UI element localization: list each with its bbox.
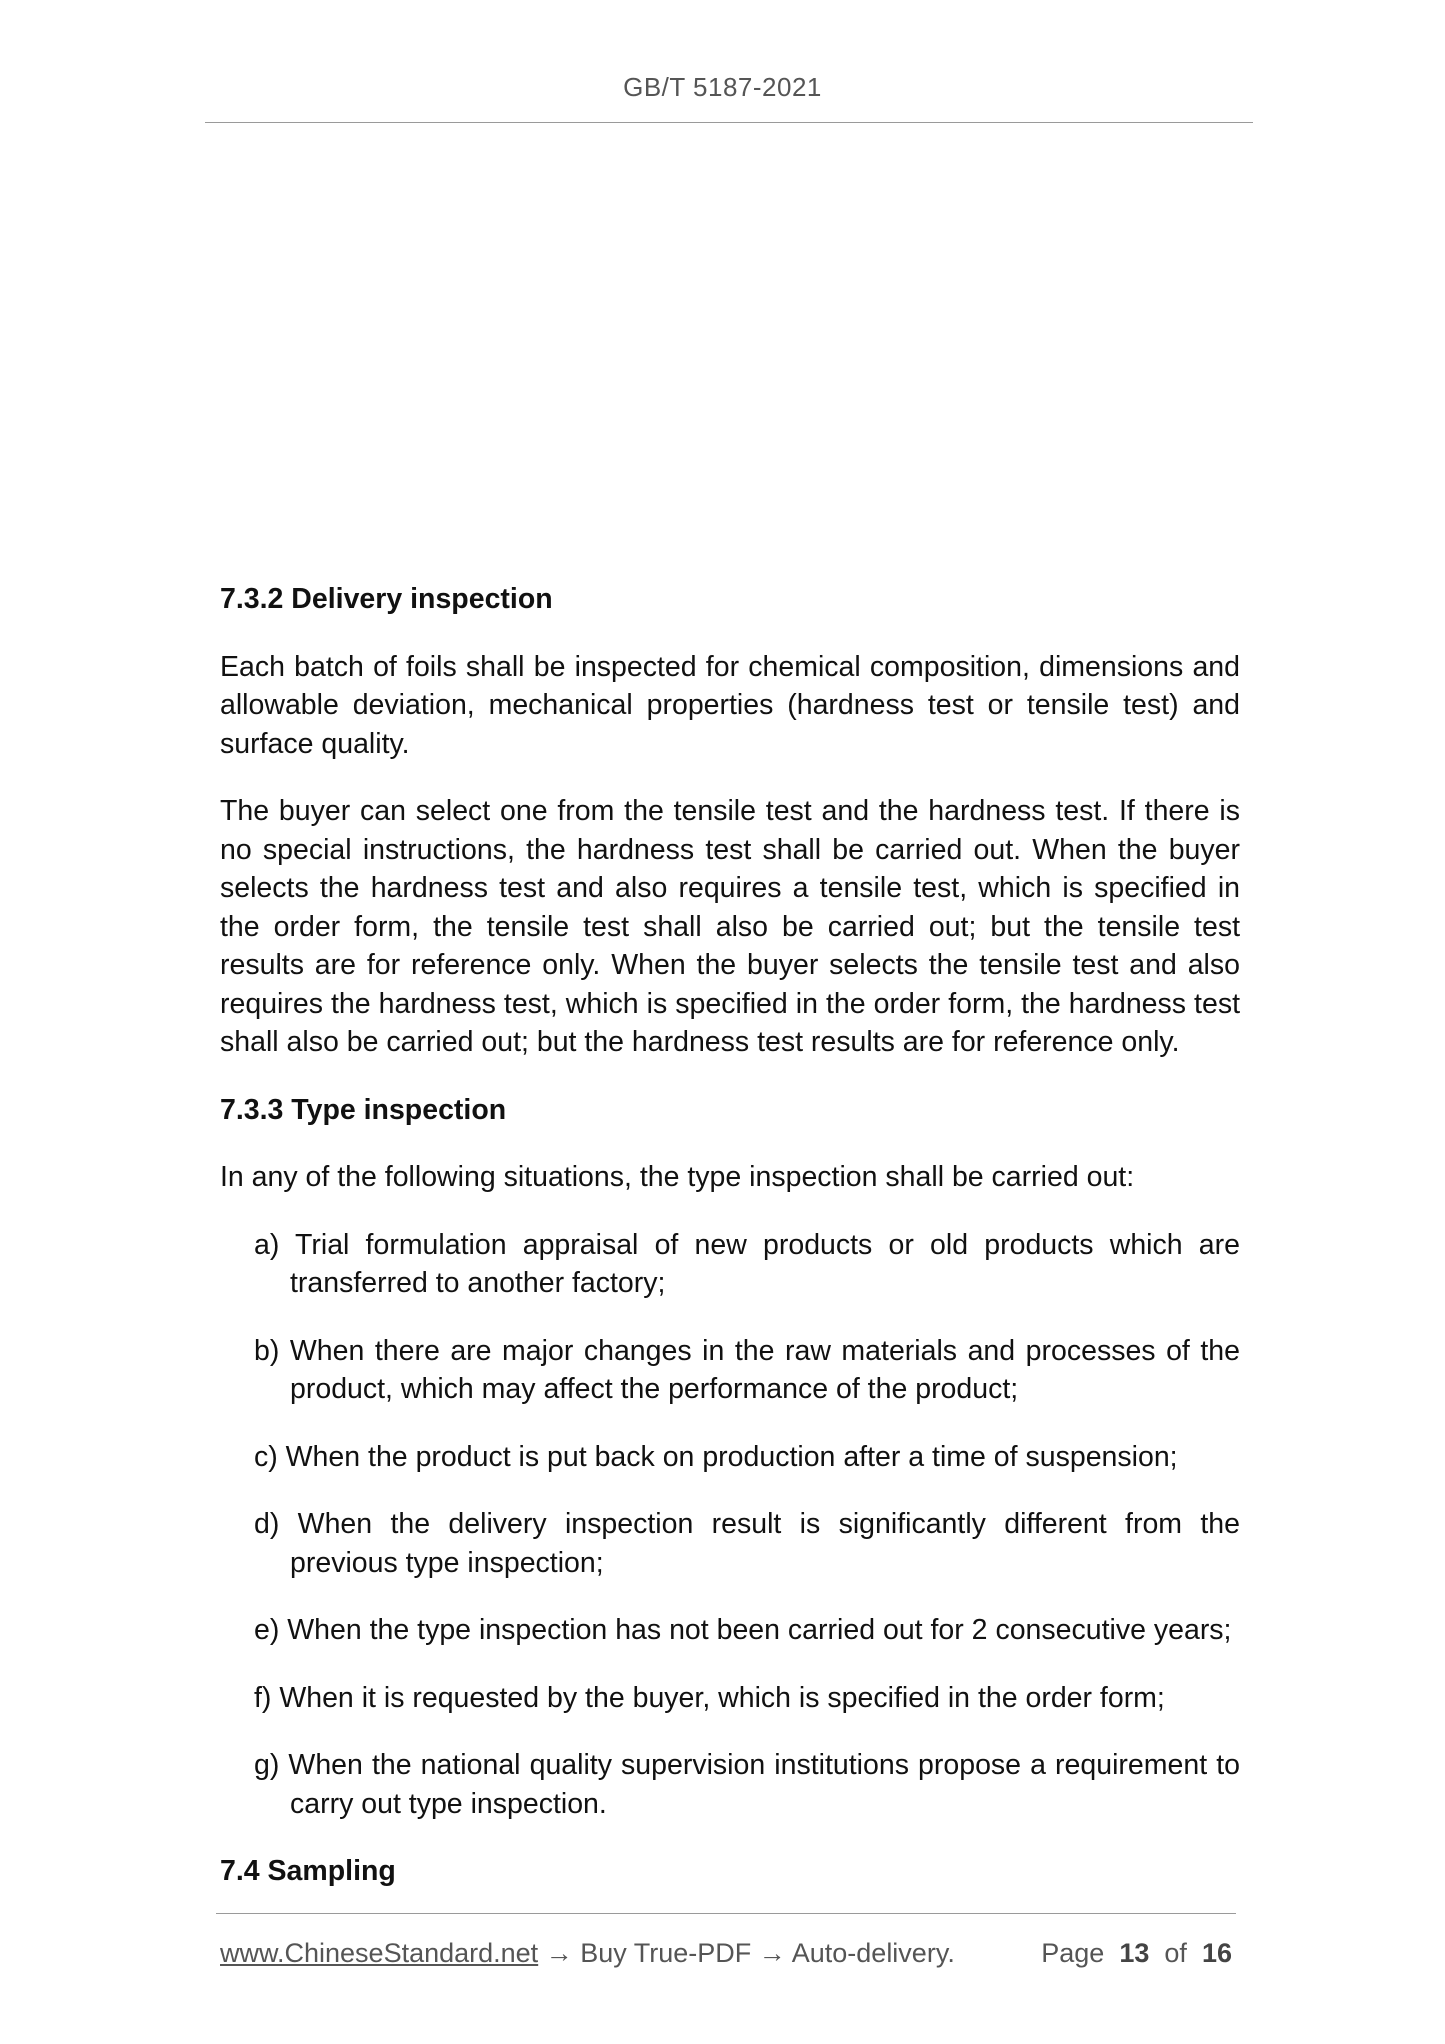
list-item: e) When the type inspection has not been carried out for 2 consecutive years; xyxy=(254,1614,1232,1646)
website-link[interactable]: www.ChineseStandard.net xyxy=(220,1938,539,1968)
header-divider xyxy=(205,122,1253,123)
list-item: b) When there are major changes in the raw materials and processes of the product, which may affect the performance of the product; xyxy=(254,1334,1240,1405)
section-heading-7-4: 7.4 Sampling xyxy=(220,1855,396,1887)
page-total: 16 xyxy=(1201,1938,1232,1968)
page-label: Page xyxy=(1041,1938,1105,1968)
footer-divider xyxy=(216,1913,1236,1914)
paragraph: The buyer can select one from the tensile test and the hardness test. If there is no special instructions, the hardness test shall be carried out. When the buyer selects the hardness test and also requires a tensile test, which is specified in the order form, the tensile test shall also be carried out; but the tensile test results are for reference only. When the buyer selects the tensile test and also requires the hardness test, which is specified in the order form, the hardness test shall also be carried out; but the hardness test results are for reference only. xyxy=(220,795,1240,1058)
list-item: d) When the delivery inspection result is significantly different from the previous type inspection; xyxy=(254,1508,1240,1579)
footer-promo xyxy=(220,1935,955,1971)
paragraph: Each batch of foils shall be inspected for chemical composition, dimensions and allowable deviation, mechanical properties (hardness test or tensile test) and surface quality. xyxy=(220,650,1240,760)
promo-text: → Buy True-PDF → Auto-delivery. xyxy=(538,1938,955,1968)
page-number xyxy=(1041,1935,1232,1971)
page-of-label: of xyxy=(1164,1938,1187,1968)
list-item: c) When the product is put back on production after a time of suspension; xyxy=(254,1440,1178,1473)
section-heading-7-3-3: 7.3.3 Type inspection xyxy=(220,1093,507,1126)
page-current: 13 xyxy=(1119,1938,1150,1968)
list-item: a) Trial formulation appraisal of new products or old products which are transferred to another factory; xyxy=(254,1228,1240,1299)
section-heading-7-3-2: 7.3.2 Delivery inspection xyxy=(220,583,553,615)
document-standard-id: GB/T 5187-2021 xyxy=(623,72,822,102)
paragraph: In any of the following situations, the type inspection shall be carried out: xyxy=(220,1161,1135,1193)
list-item: f) When it is requested by the buyer, which is specified in the order form; xyxy=(254,1681,1165,1714)
document-body xyxy=(220,580,1240,1920)
list-item: g) When the national quality supervision institutions propose a requirement to carry out type inspection. xyxy=(254,1749,1240,1820)
